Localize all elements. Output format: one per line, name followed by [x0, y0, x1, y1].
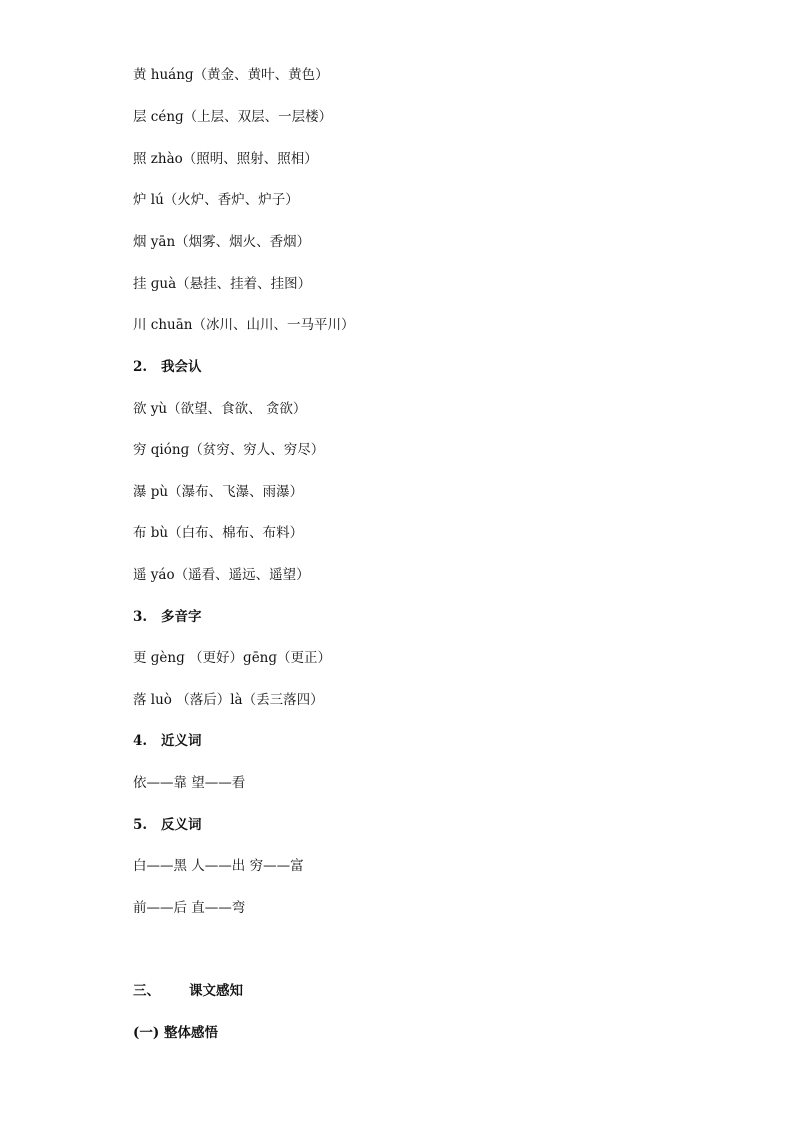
- heading-number: 3.: [133, 609, 148, 625]
- synonym-entry: 依——靠 望——看: [133, 775, 246, 791]
- section-number: 三、: [133, 983, 160, 999]
- polyphonic-entry-luo: 落 luò （落后）là（丢三落四）: [133, 692, 324, 708]
- heading-text: 近义词: [161, 733, 202, 749]
- heading-text: 我会认: [161, 359, 202, 375]
- heading-text: 反义词: [161, 817, 202, 833]
- vocab-entry-huang: 黄 huánɡ（黄金、黄叶、黄色）: [133, 67, 329, 83]
- heading-synonyms: [133, 732, 202, 750]
- vocab-entry-bu: 布 bù（白布、棉布、布料）: [133, 525, 304, 541]
- heading-antonyms: [133, 816, 202, 834]
- vocab-entry-yao: 遥 yáo（遥看、遥远、遥望）: [133, 567, 310, 583]
- antonym-entry: 前——后 直——弯: [133, 900, 246, 916]
- heading-number: 5.: [133, 817, 148, 833]
- vocab-entry-ceng: 层 cénɡ（上层、双层、一层楼）: [133, 109, 333, 125]
- antonym-entry: 白——黑 人——出 穷——富: [133, 858, 304, 874]
- vocab-entry-zhao: 照 zhào（照明、照射、照相）: [133, 151, 318, 167]
- heading-number: 2.: [133, 359, 148, 375]
- vocab-entry-chuan: 川 chuān（冰川、山川、一马平川）: [133, 317, 355, 333]
- subsection-heading-overall: (一) 整体感悟: [133, 1025, 218, 1041]
- vocab-entry-yan: 烟 yān（烟雾、烟火、香烟）: [133, 234, 311, 250]
- vocab-entry-pu: 瀑 pù（瀑布、飞瀑、雨瀑）: [133, 484, 304, 500]
- section-heading-text-perception: [133, 982, 243, 1000]
- heading-polyphonic: [133, 608, 202, 626]
- heading-number: 4.: [133, 733, 148, 749]
- section-title: 课文感知: [189, 983, 243, 999]
- polyphonic-entry-geng: 更 ɡènɡ （更好）ɡēnɡ（更正）: [133, 650, 332, 666]
- vocab-entry-gua: 挂 ɡuà（悬挂、挂着、挂图）: [133, 276, 312, 292]
- heading-recognize: [133, 358, 202, 376]
- vocab-entry-yu: 欲 yù（欲望、食欲、 贪欲）: [133, 401, 307, 417]
- heading-text: 多音字: [161, 609, 202, 625]
- vocab-entry-lu: 炉 lú（火炉、香炉、炉子）: [133, 192, 299, 208]
- vocab-entry-qiong: 穷 qiónɡ（贫穷、穷人、穷尽）: [133, 442, 325, 458]
